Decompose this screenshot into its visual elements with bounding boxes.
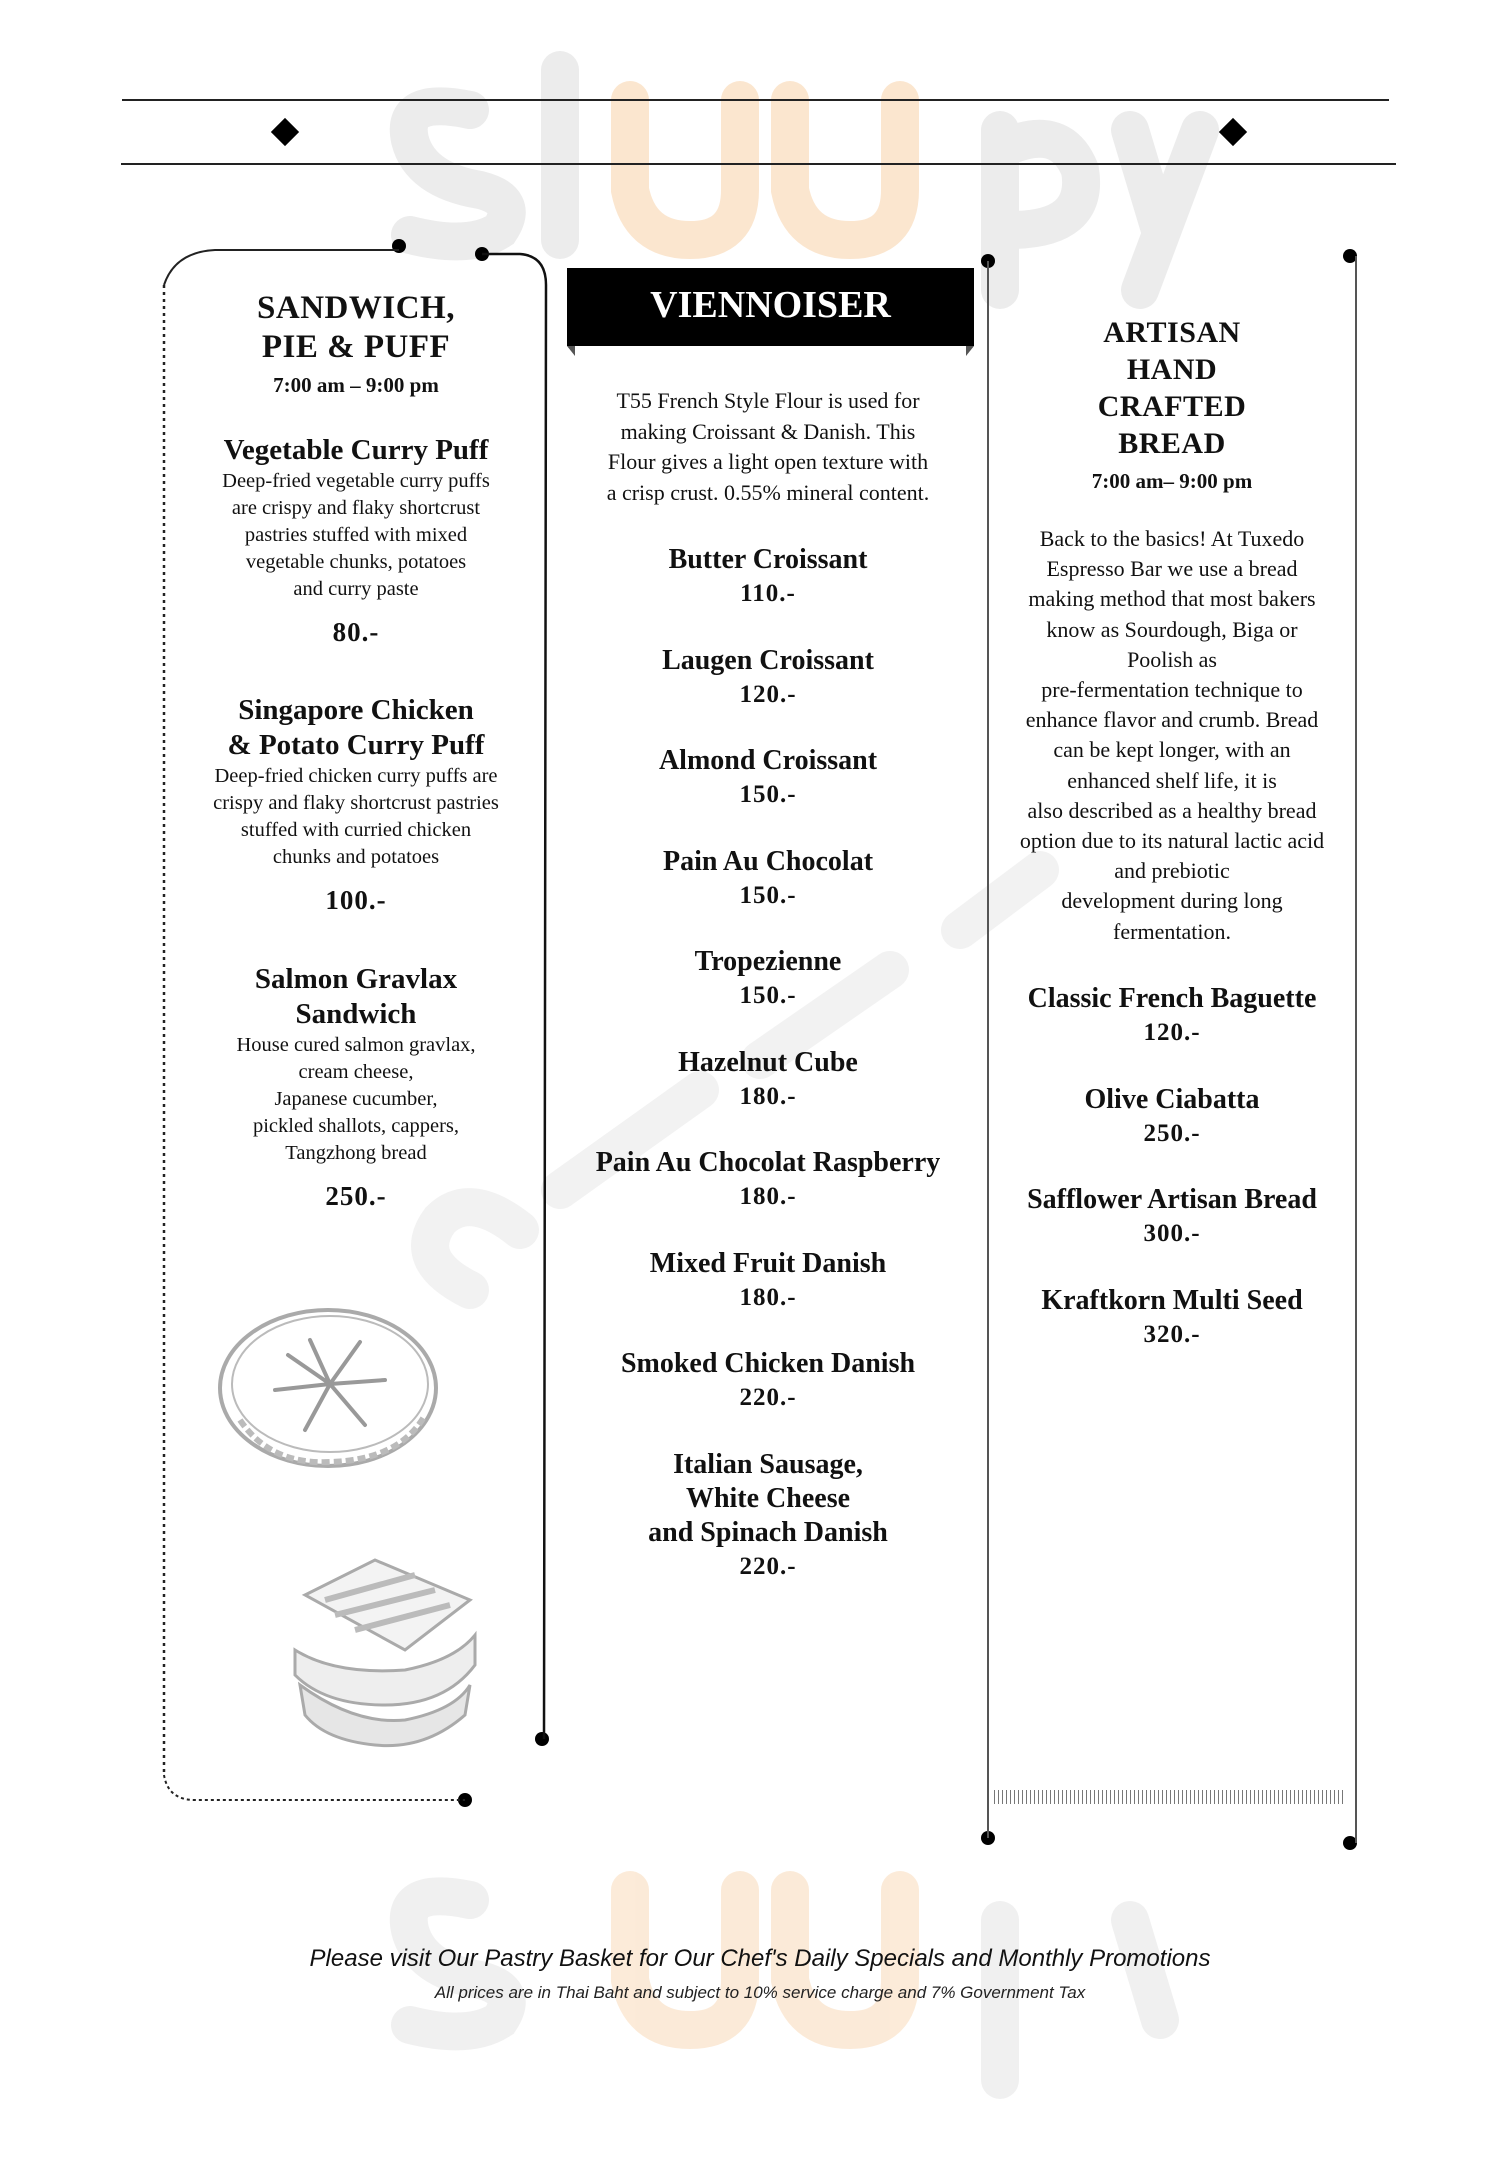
section-title-line: SANDWICH, bbox=[257, 290, 455, 326]
section-hours: 7:00 am – 9:00 pm bbox=[273, 373, 439, 397]
item-price: 250.- bbox=[1143, 1119, 1201, 1147]
item-name: Pain Au Chocolat Raspberry bbox=[595, 1147, 941, 1178]
item-name: Kraftkorn Multi Seed bbox=[1041, 1285, 1303, 1317]
section-title bbox=[176, 289, 536, 367]
pie-illustration bbox=[210, 1300, 450, 1480]
item-price: 180.- bbox=[739, 1082, 797, 1110]
item-price: 180.- bbox=[739, 1183, 797, 1210]
item-name: & Potato Curry Puff bbox=[227, 729, 485, 761]
section-title-line: HAND bbox=[1126, 353, 1218, 386]
description-line: pre-fermentation technique to bbox=[1041, 677, 1303, 703]
item-description bbox=[176, 763, 536, 871]
description-line: development during long bbox=[1061, 888, 1283, 914]
item-name: Smoked Chicken Danish bbox=[620, 1348, 916, 1379]
description-line: making method that most bakers bbox=[1028, 586, 1316, 612]
item-name: Hazelnut Cube bbox=[678, 1046, 858, 1078]
item-price: 150.- bbox=[739, 781, 797, 808]
description-line: Poolish as bbox=[1127, 646, 1217, 672]
item-name: Safflower Artisan Bread bbox=[1027, 1184, 1317, 1216]
artisan-bread-section bbox=[990, 0, 1354, 1800]
menu-item bbox=[563, 1448, 973, 1584]
item-price: 150.- bbox=[739, 982, 797, 1009]
menu-item bbox=[990, 1083, 1354, 1151]
item-description-line: pickled shallots, cappers, bbox=[252, 1115, 460, 1137]
item-description bbox=[176, 1032, 536, 1167]
menu-item bbox=[990, 1284, 1354, 1352]
item-name: Mixed Fruit Danish bbox=[649, 1247, 887, 1279]
description-line: enhanced shelf life, it is bbox=[1067, 767, 1277, 793]
menu-item bbox=[176, 433, 536, 649]
item-name: Olive Ciabatta bbox=[1084, 1083, 1260, 1115]
item-description-line: Deep-fried vegetable curry puffs bbox=[222, 470, 490, 492]
description-line: Espresso Bar we use a bread bbox=[1046, 556, 1298, 582]
description-line: option due to its natural lactic acid bbox=[1019, 828, 1325, 854]
item-price: 220.- bbox=[739, 1384, 797, 1411]
section-title-line: BREAD bbox=[1118, 427, 1226, 460]
item-description-line: are crispy and flaky shortcrust bbox=[231, 497, 481, 519]
item-price: 120.- bbox=[1143, 1019, 1201, 1046]
item-price: 300.- bbox=[1143, 1220, 1201, 1248]
item-price: 250.- bbox=[325, 1181, 387, 1211]
item-description-line: and curry paste bbox=[293, 578, 419, 600]
menu-item bbox=[563, 1146, 973, 1214]
item-name: Pain Au Chocolat bbox=[662, 845, 874, 877]
sandwich-illustration bbox=[255, 1555, 485, 1755]
item-price: 80.- bbox=[332, 617, 380, 647]
item-name: Butter Croissant bbox=[668, 544, 868, 575]
item-price: 100.- bbox=[325, 885, 387, 915]
tax-note: All prices are in Thai Baht and subject to 10% service charge and 7% Government Tax bbox=[434, 1983, 1086, 2002]
intro-line: Flour gives a light open texture with bbox=[607, 449, 929, 474]
section-title-line: ARTISAN bbox=[1103, 316, 1241, 349]
menu-item bbox=[563, 644, 973, 712]
menu-item bbox=[563, 1247, 973, 1315]
section-hours: 7:00 am– 9:00 pm bbox=[1091, 469, 1253, 493]
item-name: Vegetable Curry Puff bbox=[223, 434, 489, 466]
item-name: Italian Sausage, bbox=[673, 1448, 863, 1480]
item-price: 110.- bbox=[740, 580, 796, 607]
item-price: 220.- bbox=[739, 1552, 797, 1580]
item-name: Tropezienne bbox=[694, 946, 842, 977]
menu-item bbox=[563, 945, 973, 1013]
sandwich-pie-puff-section bbox=[176, 0, 536, 1800]
item-description-line: crispy and flaky shortcrust pastries bbox=[213, 792, 499, 814]
intro-line: a crisp crust. 0.55% mineral content. bbox=[606, 479, 930, 505]
item-name: White Cheese bbox=[685, 1482, 851, 1514]
menu-item bbox=[563, 543, 973, 611]
viennoiser-banner: VIENNOISER bbox=[567, 268, 974, 346]
item-description-line: Tangzhong bread bbox=[285, 1142, 427, 1164]
menu-item bbox=[990, 1183, 1354, 1251]
item-price: 180.- bbox=[739, 1283, 797, 1311]
item-price: 150.- bbox=[739, 881, 797, 909]
description-line: also described as a healthy bread bbox=[1027, 797, 1317, 823]
viennoiser-section bbox=[563, 0, 973, 1800]
item-description-line: Deep-fried chicken curry puffs are bbox=[214, 765, 498, 787]
menu-item bbox=[990, 982, 1354, 1050]
item-description-line: pastries stuffed with mixed bbox=[244, 524, 468, 546]
menu-item bbox=[563, 744, 973, 812]
item-name: Salmon Gravlax bbox=[254, 963, 458, 995]
section-intro bbox=[563, 386, 973, 508]
item-description-line: Japanese cucumber, bbox=[274, 1088, 438, 1110]
item-name: Almond Croissant bbox=[658, 745, 878, 776]
menu-item bbox=[563, 1046, 973, 1114]
description-line: fermentation. bbox=[1113, 918, 1231, 944]
menu-item bbox=[176, 962, 536, 1213]
section-title-line: CRAFTED bbox=[1097, 390, 1247, 423]
description-line: Back to the basics! At Tuxedo bbox=[1039, 526, 1305, 551]
description-line: enhance flavor and crumb. Bread bbox=[1025, 707, 1319, 733]
item-name: Laugen Croissant bbox=[662, 644, 874, 676]
item-description bbox=[176, 468, 536, 603]
menu-item bbox=[176, 693, 536, 917]
item-name: Sandwich bbox=[295, 998, 417, 1030]
description-line: and prebiotic bbox=[1114, 858, 1230, 884]
intro-line: making Croissant & Danish. This bbox=[620, 418, 916, 444]
menu-item bbox=[563, 1347, 973, 1415]
item-name: and Spinach Danish bbox=[648, 1516, 888, 1548]
menu-item bbox=[563, 845, 973, 913]
item-name: Classic French Baguette bbox=[1027, 983, 1317, 1014]
promo-text: Please visit Our Pastry Basket for Our Chef's Daily Specials and Monthly Promotions bbox=[309, 1945, 1211, 1972]
description-line: can be kept longer, with an bbox=[1053, 737, 1291, 763]
item-description-line: House cured salmon gravlax, bbox=[236, 1034, 476, 1056]
description-line: know as Sourdough, Biga or bbox=[1046, 616, 1298, 642]
item-description-line: stuffed with curried chicken bbox=[240, 819, 472, 841]
item-price: 320.- bbox=[1143, 1321, 1201, 1349]
item-description-line: cream cheese, bbox=[298, 1061, 414, 1083]
item-description-line: vegetable chunks, potatoes bbox=[245, 551, 467, 573]
section-description bbox=[990, 524, 1354, 947]
intro-line: T55 French Style Flour is used for bbox=[616, 388, 920, 413]
item-price: 120.- bbox=[739, 680, 797, 708]
section-title-line: PIE & PUFF bbox=[261, 329, 451, 365]
item-name: Singapore Chicken bbox=[238, 694, 474, 726]
item-description-line: chunks and potatoes bbox=[272, 846, 440, 868]
section-title bbox=[990, 314, 1354, 462]
